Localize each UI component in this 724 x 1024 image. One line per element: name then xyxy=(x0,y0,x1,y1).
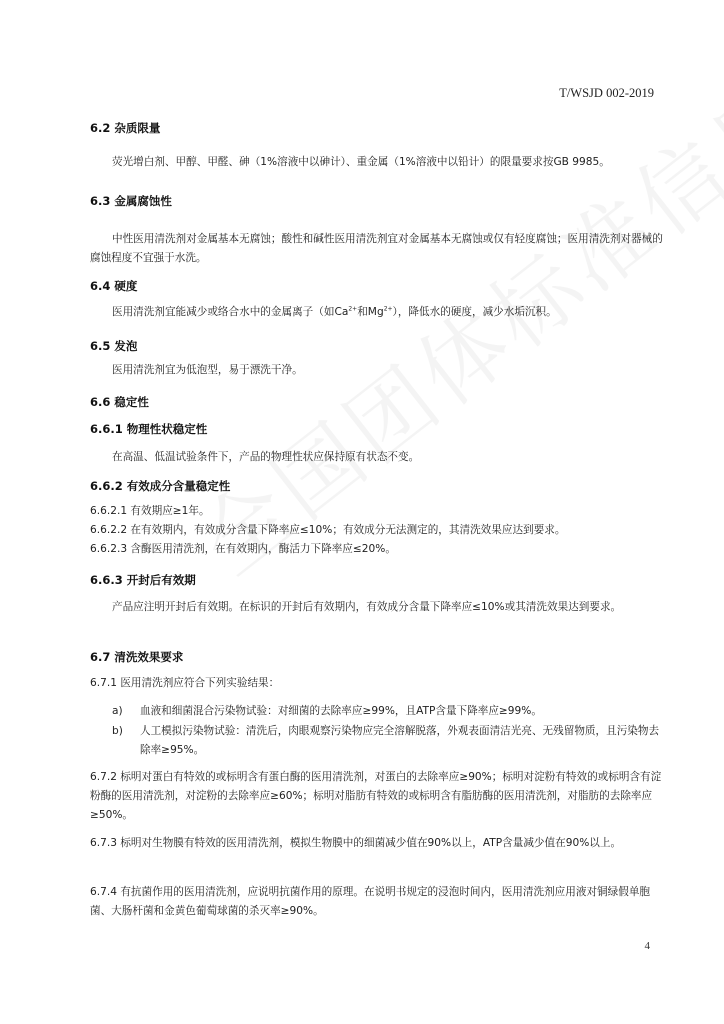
section-heading: 6.7 清洗效果要求 xyxy=(90,650,184,664)
paragraph: 产品应注明开封后有效期。在标识的开封后有效期内，有效成分含量下降率应≤10%或其清洗效果达到要求。 xyxy=(112,601,622,613)
clause-list xyxy=(90,502,664,559)
paragraph: 在高温、低温试验条件下，产品的物理性状应保持原有状态不变。 xyxy=(112,451,420,463)
paragraph: 6.7.3 标明对生物膜有特效的医用清洗剂，模拟生物膜中的细菌减少值在90%以上，ATP含量减少值在90%以上。 xyxy=(90,837,622,849)
section-6-6-3 xyxy=(90,572,664,588)
paragraph: 荧光增白剂、甲醇、甲醛、砷（1%溶液中以砷计）、重金属（1%溶液中以铅计）的限量要求按GB 9985。 xyxy=(112,156,610,168)
section-6-4 xyxy=(90,278,664,294)
paragraph: 中性医用清洗剂对金属基本无腐蚀；酸性和碱性医用清洗剂宜对金属基本无腐蚀或仅有轻度腐蚀；医用清洗剂对器械的腐蚀程度不宜强于水洗。 xyxy=(90,233,663,264)
section-6-6-1 xyxy=(90,421,664,437)
section-heading: 6.3 金属腐蚀性 xyxy=(90,194,172,208)
section-6-7 xyxy=(90,649,664,665)
page-number: 4 xyxy=(644,940,650,952)
section-6-5 xyxy=(90,338,664,354)
paragraph: 医用清洗剂宜为低泡型，易于漂洗干净。 xyxy=(112,364,303,376)
section-6-6 xyxy=(90,394,664,410)
list-item-text: 血液和细菌混合污染物试验：对细菌的去除率应≥99%，且ATP含量下降率应≥99%。 xyxy=(140,705,542,717)
clause-item: 6.6.2.3 含酶医用清洗剂，在有效期内，酶活力下降率应≤20%。 xyxy=(90,543,396,555)
text-run: 和Mg xyxy=(357,306,384,318)
section-heading: 6.5 发泡 xyxy=(90,339,138,353)
section-heading: 6.2 杂质限量 xyxy=(90,121,161,135)
section-heading: 6.4 硬度 xyxy=(90,279,138,293)
superscript: 2+ xyxy=(383,305,393,313)
section-6-6-2 xyxy=(90,478,664,494)
list-item-text: 人工模拟污染物试验：清洗后，肉眼观察污染物应完全溶解脱落，外观表面清洁光亮、无残留物质，且污染物去除率≥95%。 xyxy=(140,725,660,756)
paragraph: 6.7.4 有抗菌作用的医用清洗剂，应说明抗菌作用的原理。在说明书规定的浸泡时间内，医用清洗剂应用液对铜绿假单胞菌、大肠杆菌和金黄色葡萄球菌的杀灭率≥90%。 xyxy=(90,886,651,917)
section-6-3 xyxy=(90,193,664,209)
paragraph: 6.7.1 医用清洗剂应符合下列实验结果： xyxy=(90,677,280,689)
section-heading: 6.6 稳定性 xyxy=(90,395,149,409)
section-heading: 6.6.1 物理性状稳定性 xyxy=(90,422,208,436)
document-code: T/WSJD 002-2019 xyxy=(559,86,654,100)
section-6-2 xyxy=(90,120,664,136)
list-marker: b) xyxy=(112,725,123,737)
paragraph: 6.7.2 标明对蛋白有特效的或标明含有蛋白酶的医用清洗剂，对蛋白的去除率应≥90%；标明对淀粉有特效的或标明含有淀粉酶的医用清洗剂，对淀粉的去除率应≥60%；标明对脂肪有特效的或标明含有脂肪酶的医用清洗剂，对脂肪的去除率应≥50%。 xyxy=(90,771,662,821)
clause-item: 6.6.2.1 有效期应≥1年。 xyxy=(90,505,210,517)
list-item xyxy=(90,702,664,721)
text-run: ），降低水的硬度，减少水垢沉积。 xyxy=(392,306,557,318)
clause-item: 6.6.2.2 在有效期内，有效成分含量下降率应≤10%；有效成分无法测定的，其清洗效果应达到要求。 xyxy=(90,524,566,536)
section-heading: 6.6.3 开封后有效期 xyxy=(90,573,196,587)
superscript: 2+ xyxy=(348,305,358,313)
section-heading: 6.6.2 有效成分含量稳定性 xyxy=(90,479,231,493)
list-marker: a) xyxy=(112,705,123,717)
list-item xyxy=(90,722,664,760)
paragraph xyxy=(90,303,664,322)
text-run: 医用清洗剂宜能减少或络合水中的金属离子（如Ca xyxy=(112,306,349,318)
